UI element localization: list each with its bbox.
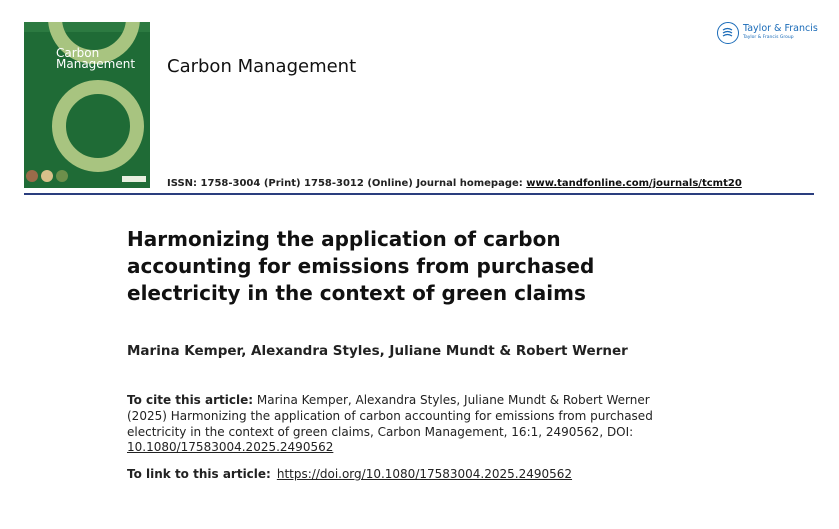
publisher-name: Taylor & Francis	[743, 23, 818, 34]
article-doi-link[interactable]: https://doi.org/10.1080/17583004.2025.2490562	[276, 467, 573, 481]
cover-publisher-mark	[122, 176, 146, 182]
journal-name: Carbon Management	[167, 56, 357, 77]
cover-title-line1: Carbon	[56, 46, 100, 60]
publisher-group: Taylor & Francis Group	[743, 35, 794, 40]
cite-text: Marina Kemper, Alexandra Styles, Juliane Mundt & Robert Werner (2025) Harmonizing the application of carbon accounting for emissions from purchased electricity in the context of green claims, Carbon Management, 16:1, 2490562, DOI:	[127, 393, 653, 439]
cite-doi-link[interactable]: 10.1080/17583004.2025.2490562	[127, 440, 334, 455]
link-label: To link to this article:	[127, 467, 271, 481]
article-authors: Marina Kemper, Alexandra Styles, Juliane Mundt & Robert Werner	[127, 343, 628, 359]
cover-title	[56, 48, 135, 70]
cover-title-line2: Management	[56, 57, 136, 71]
cover-ring-bottom	[52, 80, 144, 172]
issn-text: ISSN: 1758-3004 (Print) 1758-3012 (Online) Journal homepage:	[167, 178, 527, 189]
cover-photo	[56, 170, 68, 182]
citation-block	[127, 393, 687, 456]
publisher-icon	[717, 22, 739, 44]
cite-label: To cite this article:	[127, 393, 254, 407]
header-divider	[24, 193, 814, 195]
publisher-logo[interactable]	[717, 22, 817, 50]
cover-photo	[26, 170, 38, 182]
journal-homepage-link[interactable]: www.tandfonline.com/journals/tcmt20	[526, 178, 742, 189]
cover-photo-strip	[26, 170, 68, 182]
article-link-row	[127, 467, 572, 481]
issn-line	[167, 178, 742, 189]
journal-cover	[24, 22, 150, 188]
cover-photo	[41, 170, 53, 182]
article-title: Harmonizing the application of carbon accounting for emissions from purchased electricity in the context of green claims	[127, 227, 595, 305]
